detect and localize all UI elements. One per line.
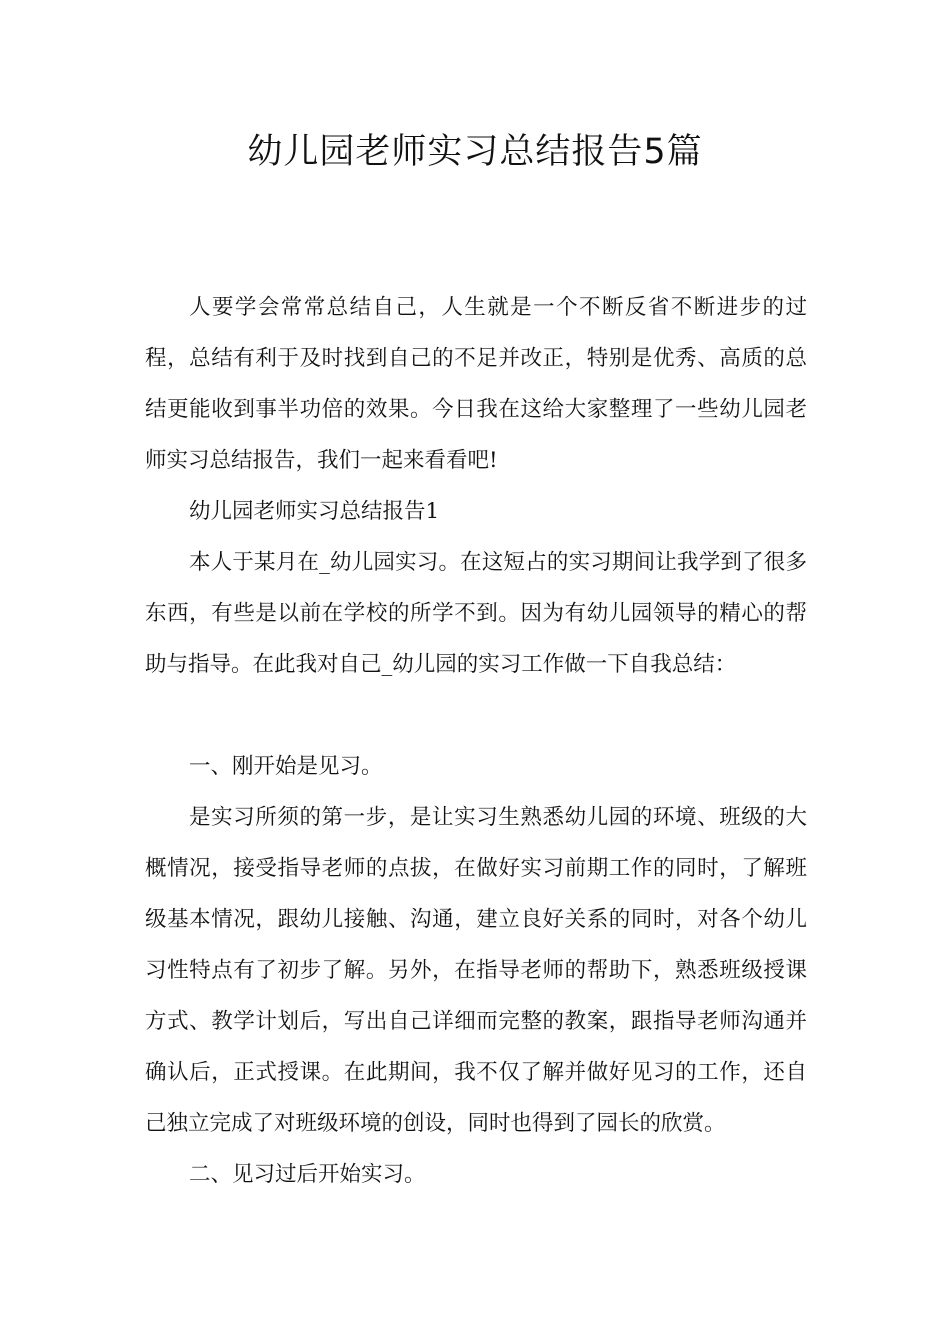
document-body	[145, 282, 807, 1200]
subheading-internship: 二、见习过后开始实习。	[189, 1162, 426, 1187]
subheading-observation: 一、刚开始是见习。	[189, 754, 383, 779]
section-heading-report-1: 幼儿园老师实习总结报告1	[189, 499, 440, 524]
report-1-opening-paragraph: 本人于某月在_幼儿园实习。在这短占的实习期间让我学到了很多东西，有些是以前在学校的所学不到。因为有幼儿园领导的精心的帮助与指导。在此我对自己_幼儿园的实习工作做一下自我总结：	[145, 550, 807, 677]
blank-line	[145, 690, 807, 741]
intro-paragraph: 人要学会常常总结自己，人生就是一个不断反省不断进步的过程，总结有利于及时找到自己的不足并改正，特别是优秀、高质的总结更能收到事半功倍的效果。今日我在这给大家整理了一些幼儿园老师实习总结报告，我们一起来看看吧!	[145, 295, 807, 473]
document-title: 幼儿园老师实习总结报告5篇	[247, 132, 703, 172]
observation-paragraph: 是实习所须的第一步，是让实习生熟悉幼儿园的环境、班级的大概情况，接受指导老师的点拔，在做好实习前期工作的同时，了解班级基本情况，跟幼儿接触、沟通，建立良好关系的同时，对各个幼儿习性特点有了初步了解。另外，在指导老师的帮助下，熟悉班级授课方式、教学计划后，写出自己详细而完整的教案，跟指导老师沟通并确认后，正式授课。在此期间，我不仅了解并做好见习的工作，还自己独立完成了对班级环境的创设，同时也得到了园长的欣赏。	[145, 805, 807, 1136]
